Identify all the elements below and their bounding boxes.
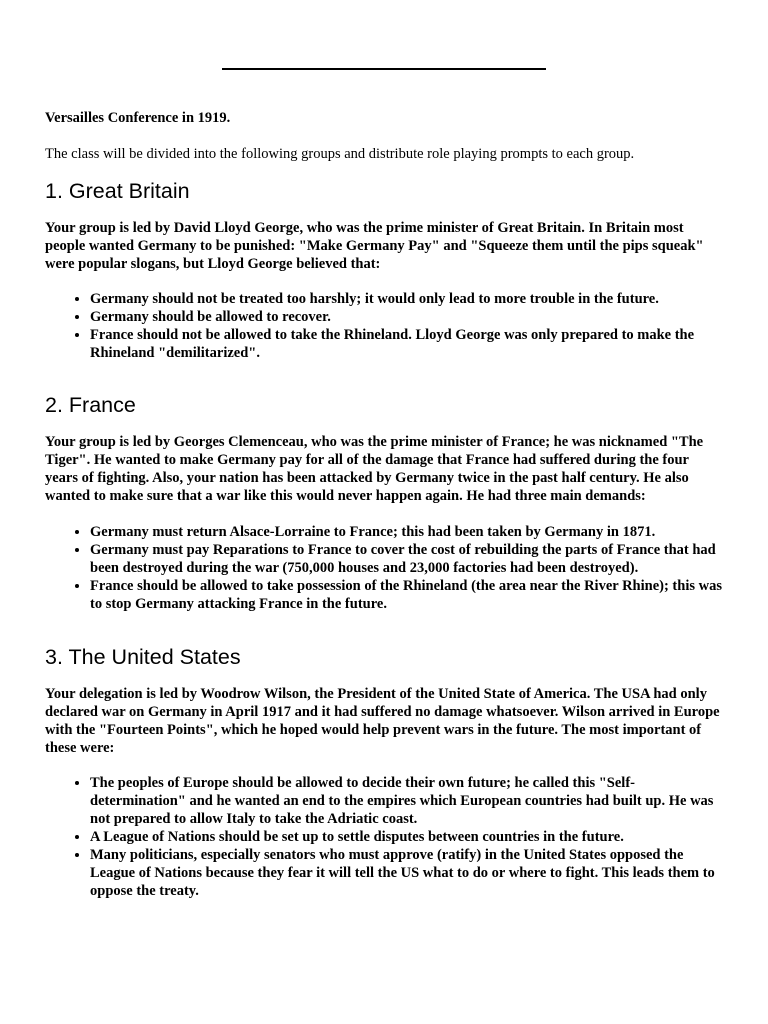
- bullet-list: [45, 523, 725, 613]
- document-body: [45, 109, 725, 900]
- section-heading: 3. The United States: [45, 645, 241, 669]
- list-item: • France should not be allowed to take the Rhineland. Lloyd George was only prepared to make the Rhineland "demilitarized".: [90, 326, 725, 362]
- section-france: [45, 392, 725, 613]
- list-item: • Germany must pay Reparations to France to cover the cost of rebuilding the parts of France that had been destroyed during the war (750,000 houses and 23,000 factories had been destroyed).: [90, 541, 725, 577]
- section-paragraph: Your group is led by David Lloyd George, who was the prime minister of Great Britain. In Britain most people wanted Germany to be punished: "Make Germany Pay" and "Squeeze them until the pips squeak" were popular slogans, but Lloyd George believed that:: [45, 220, 704, 272]
- list-item: • Germany must return Alsace-Lorraine to France; this had been taken by Germany in 1871.: [90, 523, 725, 541]
- section-great-britain: [45, 178, 725, 362]
- list-item: • Germany should not be treated too harshly; it would only lead to more trouble in the future.: [90, 290, 725, 308]
- list-item: • Germany should be allowed to recover.: [90, 308, 725, 326]
- section-heading: 1. Great Britain: [45, 179, 190, 203]
- section-paragraph: Your delegation is led by Woodrow Wilson, the President of the United State of America. The USA had only declared war on Germany in April 1917 and it had suffered no damage whatsoever. Wilson arrived in Europe with the "Fourteen Points", which he hoped would help prevent wars in the future. The most important of these were:: [45, 686, 720, 756]
- section-paragraph: Your group is led by Georges Clemenceau, who was the prime minister of France; he was nicknamed "The Tiger". He wanted to make Germany pay for all of the damage that France had suffered during the four years of fighting. Also, your nation has been attacked by Germany twice in the past half century. He also wanted to make sure that a war like this would never happen again. He had three main demands:: [45, 434, 704, 504]
- section-united-states: [45, 644, 725, 900]
- intro-paragraph: The class will be divided into the following groups and distribute role playing prompts to each group.: [45, 146, 635, 162]
- list-item: • France should be allowed to take possession of the Rhineland (the area near the River Rhine); this was to stop Germany attacking France in the future.: [90, 577, 725, 613]
- header-rule: [222, 68, 546, 70]
- list-item: • The peoples of Europe should be allowed to decide their own future; he called this "Self-determination" and he wanted an end to the empires which European countries had built up. He was not prepared to allow Italy to take the Adriatic coast.: [90, 774, 725, 828]
- bullet-list: [45, 774, 725, 900]
- list-item: • A League of Nations should be set up to settle disputes between countries in the future.: [90, 828, 725, 846]
- list-item: • Many politicians, especially senators who must approve (ratify) in the United States opposed the League of Nations because they fear it will tell the US what to do or where to fight. This leads them to oppose the treaty.: [90, 846, 725, 900]
- bullet-list: [45, 290, 725, 362]
- document-title: Versailles Conference in 1919.: [45, 110, 231, 126]
- section-heading: 2. France: [45, 393, 136, 417]
